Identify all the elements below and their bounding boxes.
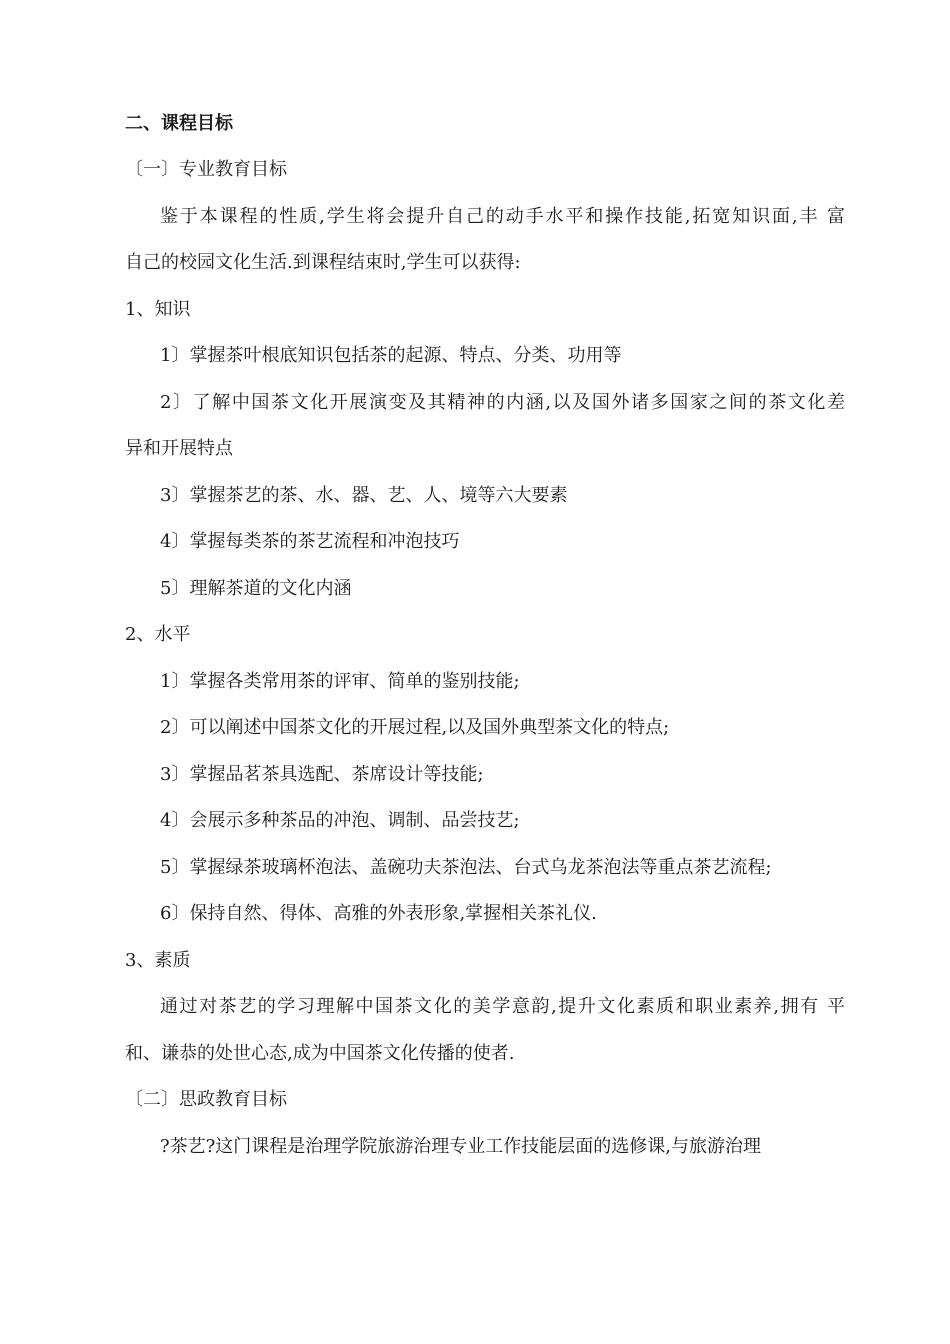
quality-paragraph-line-1: 通过对茶艺的学习理解中国茶文化的美学意韵,提升文化素质和职业素养,拥有 平 [160, 996, 845, 1017]
ability-heading: 2、水平 [125, 624, 191, 645]
subsection-title-professional: 〔一〕专业教育目标 [125, 159, 287, 180]
knowledge-item-1: 1〕掌握茶叶根底知识包括茶的起源、特点、分类、功用等 [160, 345, 622, 366]
section-title: 二、课程目标 [125, 113, 233, 134]
knowledge-item-2: 2〕了解中国茶文化开展演变及其精神的内涵,以及国外诸多国家之间的茶文化差 [160, 392, 845, 413]
knowledge-heading: 1、知识 [125, 299, 191, 320]
intro-paragraph-line-2: 自己的校园文化生活.到课程结束时,学生可以获得: [125, 252, 521, 273]
ability-item-3: 3〕掌握品茗茶具选配、茶席设计等技能; [160, 764, 484, 785]
knowledge-item-5: 5〕理解茶道的文化内涵 [160, 578, 352, 599]
quality-paragraph-line-2: 和、谦恭的处世心态,成为中国茶文化传播的使者. [125, 1043, 515, 1064]
ability-item-1: 1〕掌握各类常用茶的评审、简单的鉴别技能; [160, 671, 520, 692]
ideological-paragraph-line-1: ?茶艺?这门课程是治理学院旅游治理专业工作技能层面的选修课,与旅游治理 [160, 1136, 762, 1157]
knowledge-item-4: 4〕掌握每类茶的茶艺流程和冲泡技巧 [160, 531, 460, 552]
ability-item-2: 2〕可以阐述中国茶文化的开展过程,以及国外典型茶文化的特点; [160, 717, 670, 738]
knowledge-item-2-continued: 异和开展特点 [125, 438, 233, 459]
ability-item-4: 4〕会展示多种茶品的冲泡、调制、品尝技艺; [160, 810, 520, 831]
intro-paragraph-line-1: 鉴于本课程的性质,学生将会提升自己的动手水平和操作技能,拓宽知识面,丰 富 [160, 206, 845, 227]
ability-item-6: 6〕保持自然、得体、高雅的外表形象,掌握相关茶礼仪. [160, 903, 597, 924]
knowledge-item-3: 3〕掌握茶艺的茶、水、器、艺、人、境等六大要素 [160, 485, 568, 506]
quality-heading: 3、素质 [125, 950, 191, 971]
ability-item-5: 5〕掌握绿茶玻璃杯泡法、盖碗功夫茶泡法、台式乌龙茶泡法等重点茶艺流程; [160, 857, 772, 878]
subsection-title-ideological: 〔二〕思政教育目标 [125, 1089, 287, 1110]
